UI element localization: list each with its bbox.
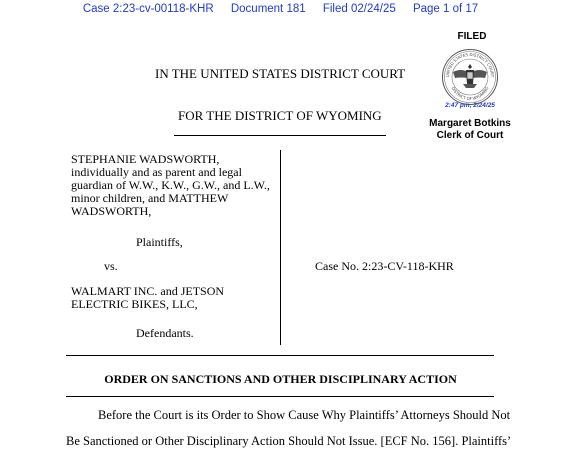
defendant-line: WALMART INC. and JETSON xyxy=(71,284,225,298)
body-paragraph-line: Be Sanctioned or Other Disciplinary Action Should Not Issue. [ECF No. 156]. Plaintiffs’ xyxy=(66,434,512,448)
plaintiffs-label: Plaintiffs, xyxy=(136,235,183,249)
order-title: ORDER ON SANCTIONS AND OTHER DISCIPLINARY ACTION xyxy=(104,372,457,386)
clerk-title: Clerk of Court xyxy=(436,130,504,141)
document-number-stamp: Document 181 xyxy=(230,3,306,15)
plaintiff-line: WADSWORTH, xyxy=(71,204,152,218)
filed-label: FILED xyxy=(457,31,487,42)
court-divider xyxy=(174,135,386,136)
plaintiff-line: individually and as parent and legal xyxy=(71,165,242,179)
versus-label: vs. xyxy=(104,259,118,273)
title-rule-bottom xyxy=(66,396,494,397)
ecf-header-stamp xyxy=(0,3,561,15)
court-seal-icon xyxy=(441,48,499,106)
defendant-line: ELECTRIC BIKES, LLC, xyxy=(71,297,198,311)
plaintiff-line: STEPHANIE WADSWORTH, xyxy=(71,152,220,166)
defendant-names xyxy=(71,285,276,311)
clerk-name: Margaret Botkins xyxy=(429,118,511,129)
title-rule-top xyxy=(66,355,494,356)
court-name-line1: IN THE UNITED STATES DISTRICT COURT xyxy=(155,66,406,81)
caption-divider xyxy=(280,150,281,345)
body-paragraph-line: Before the Court is its Order to Show Cause Why Plaintiffs’ Attorneys Should Not xyxy=(98,408,511,422)
case-number-stamp: Case 2:23-cv-00118-KHR xyxy=(82,3,214,15)
filed-time-stamp: 2:47 pm, 2/24/25 xyxy=(445,102,495,109)
plaintiff-line: minor children, and MATTHEW xyxy=(71,191,229,205)
defendants-label: Defendants. xyxy=(136,326,194,340)
plaintiff-names xyxy=(71,153,276,218)
case-number: Case No. 2:23-CV-118-KHR xyxy=(315,259,454,273)
filed-date-stamp: Filed 02/24/25 xyxy=(322,3,396,15)
page-count-stamp: Page 1 of 17 xyxy=(412,3,479,15)
svg-text:DISTRICT OF WYOMING: DISTRICT OF WYOMING xyxy=(450,85,490,102)
plaintiff-line: guardian of W.W., K.W., G.W., and L.W., xyxy=(71,178,270,192)
svg-text:UNITED STATES DISTRICT COURT: UNITED STATES DISTRICT COURT xyxy=(444,51,496,78)
court-name-line2: FOR THE DISTRICT OF WYOMING xyxy=(178,108,382,123)
